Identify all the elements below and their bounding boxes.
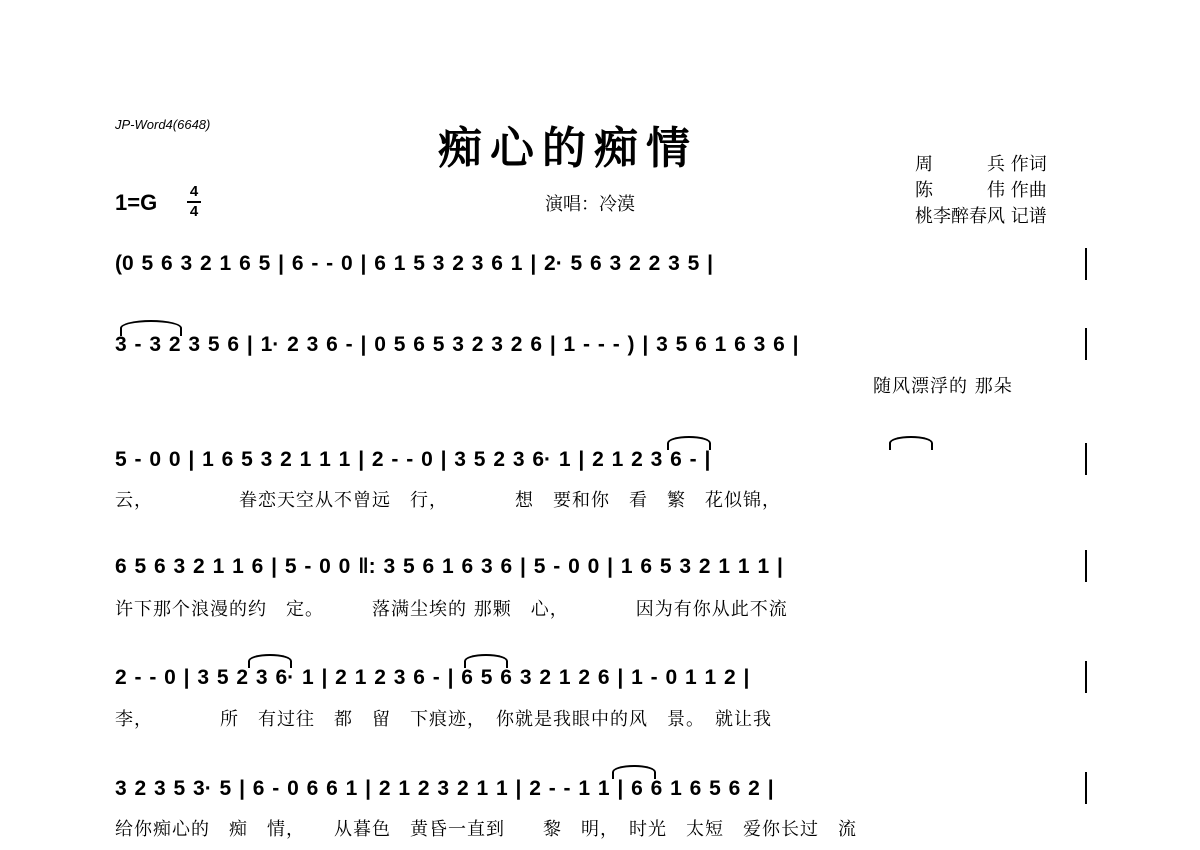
singer-credit: 演唱：冷漠 [545,194,635,215]
lyricist-name: 周 兵 [915,154,1005,175]
notation-row-5: 2 - - 0 | 3 5 2 3 6· 1 | 2 1 2 3 6 - | 6 5 6 3 2 1 2 6 | 1 - 0 1 1 2 | [115,666,750,689]
time-signature [187,184,201,220]
lyric-row-2: 随风漂浮的 那朵 [873,376,1013,397]
notation-row-4: 6 5 6 3 2 1 1 6 | 5 - 0 0 ‖: 3 5 6 1 6 3 6 | 5 - 0 0 | 1 6 5 3 2 1 1 1 | [115,555,783,578]
barline [1085,772,1087,804]
lyric-row-3: 云， 眷恋天空从不曾远 行， 想 要和你 看 繁 花似锦， [115,490,781,511]
composer-role: 作曲 [1010,180,1047,201]
tie-mark [889,436,933,450]
barline [1085,443,1087,475]
lyricist-role: 作词 [1010,154,1047,175]
composer-credit [915,176,1047,202]
barline [1085,328,1087,360]
barline [1085,661,1087,693]
song-title: 痴心的痴情 [438,123,698,174]
lyricist-credit [915,150,1047,176]
time-denominator: 4 [189,203,199,220]
notation-row-2: 3 - 3 2 3 5 6 | 1· 2 3 6 - | 0 5 6 5 3 2 3 2 6 | 1 - - - ) | 3 5 6 1 6 3 6 | [115,333,799,356]
transcriber-credit [915,202,1047,228]
software-tag: JP-Word4(6648) [115,117,211,132]
key-signature: 1=G [115,190,158,215]
notation-row-6: 3 2 3 5 3· 5 | 6 - 0 6 6 1 | 2 1 2 3 2 1 1 | 2 - - 1 1 | 6 6 1 6 5 6 2 | [115,777,774,800]
lyric-row-4: 许下那个浪漫的约 定。 落满尘埃的 那颗 心， 因为有你从此不流 [115,599,788,620]
transcriber-role: 记谱 [1010,206,1047,227]
lyric-row-6: 给你痴心的 痴 情， 从暮色 黄昏一直到 黎 明， 时光 太短 爱你长过 流 [115,819,857,840]
transcriber-name: 桃李醉春风 [915,206,1005,227]
composer-name: 陈 伟 [915,180,1005,201]
notation-row-3: 5 - 0 0 | 1 6 5 3 2 1 1 1 | 2 - - 0 | 3 5 2 3 6· 1 | 2 1 2 3 6 - | [115,448,711,471]
barline [1085,248,1087,280]
time-numerator: 4 [189,183,199,200]
notation-row-1: (0 5 6 3 2 1 6 5 | 6 - - 0 | 6 1 5 3 2 3 6 1 | 2· 5 6 3 2 2 3 5 | [115,252,714,275]
barline [1085,550,1087,582]
lyric-row-5: 李， 所 有过往 都 留 下痕迹， 你就是我眼中的风 景。 就让我 [115,709,772,730]
